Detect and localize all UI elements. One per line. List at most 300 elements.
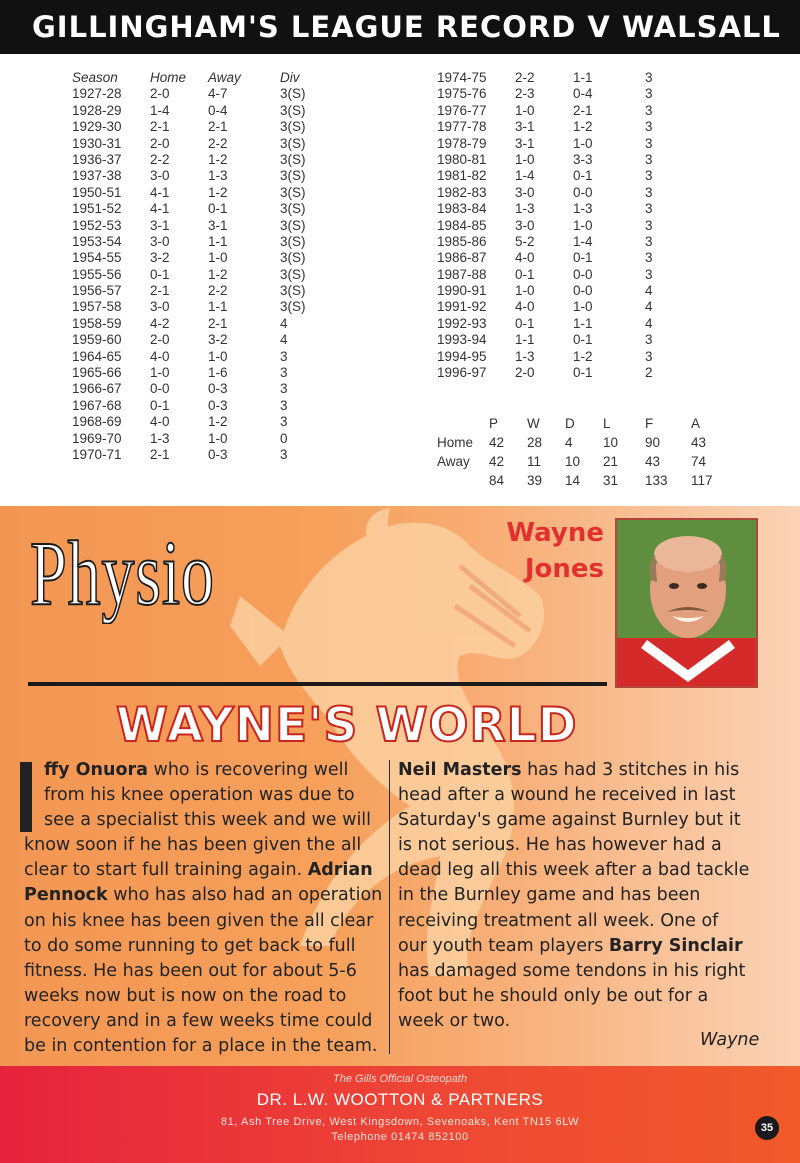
table-cell: 3(S) xyxy=(280,233,306,249)
table-cell: 1977-78 xyxy=(437,119,487,135)
table-cell: 1964-65 xyxy=(72,348,122,364)
text-line: head after a wound he received in last xyxy=(398,785,736,806)
table-cell: 1969-70 xyxy=(72,430,122,446)
table-cell: 0-4 xyxy=(208,102,228,118)
table-row xyxy=(72,152,320,168)
text-line: on his knee has been given the all clear xyxy=(24,910,374,931)
table-cell: 1-0 xyxy=(573,299,593,315)
table-cell: 1959-60 xyxy=(72,332,122,348)
table-row xyxy=(437,70,685,86)
summary-row xyxy=(437,471,731,490)
column-header-away: Away xyxy=(208,70,241,85)
table-cell: 0-0 xyxy=(573,184,593,200)
table-cell: 3 xyxy=(645,86,653,102)
summary-cell: A xyxy=(691,416,701,431)
table-cell: 2-1 xyxy=(150,446,170,462)
table-cell: 3-0 xyxy=(515,217,535,233)
table-row xyxy=(437,250,685,266)
table-row xyxy=(437,299,685,315)
text-line: Saturday's game against Burnley but it xyxy=(398,810,741,831)
article-title: WAYNE'S WORLD xyxy=(116,698,578,753)
table-cell: 4 xyxy=(645,299,653,315)
table-row xyxy=(437,185,685,201)
text-line: see a specialist this week and we will xyxy=(44,810,372,831)
table-cell: 0-1 xyxy=(573,168,593,184)
summary-cell: 39 xyxy=(527,473,543,488)
table-cell: 1-1 xyxy=(573,70,593,85)
summary-cell: 4 xyxy=(565,435,573,450)
table-cell: 3-1 xyxy=(208,217,228,233)
table-cell: 0-1 xyxy=(573,332,593,348)
table-cell: 1927-28 xyxy=(72,86,122,102)
section-heading: Physio xyxy=(30,522,215,624)
table-cell: 1952-53 xyxy=(72,217,122,233)
table-cell: 1-0 xyxy=(208,430,228,446)
table-cell: 1-0 xyxy=(515,102,535,118)
text-span: clear to start full training again. xyxy=(24,860,308,881)
table-cell: 2-0 xyxy=(150,86,170,102)
table-cell: 1-2 xyxy=(208,414,228,430)
table-cell: 4-7 xyxy=(208,86,228,102)
table-row xyxy=(437,103,685,119)
table-cell: 3 xyxy=(645,102,653,118)
table-cell: 1-2 xyxy=(208,184,228,200)
table-cell: 3(S) xyxy=(280,184,306,200)
table-cell: 0-1 xyxy=(573,250,593,266)
table-cell: 3-0 xyxy=(515,184,535,200)
table-cell: 3(S) xyxy=(280,283,306,299)
summary-cell: Home xyxy=(437,435,474,450)
table-cell: 0-1 xyxy=(150,397,170,413)
summary-cell: 42 xyxy=(489,454,505,469)
table-cell: 2-3 xyxy=(515,86,535,102)
text-line xyxy=(24,883,384,908)
text-line: in the Burnley game and has been xyxy=(398,885,701,906)
table-row xyxy=(72,365,320,381)
table-cell: 1-4 xyxy=(150,102,170,118)
table-cell: 3 xyxy=(280,381,288,397)
table-cell: 2-2 xyxy=(208,135,228,151)
text-line xyxy=(24,758,384,783)
summary-cell xyxy=(437,471,489,490)
table-row xyxy=(437,119,685,135)
table-cell: 0-1 xyxy=(573,365,593,381)
table-cell: 2-1 xyxy=(150,283,170,299)
table-row xyxy=(72,267,320,283)
author-first-name: Wayne xyxy=(506,518,604,548)
table-cell: 1990-91 xyxy=(437,283,487,299)
table-cell: 1954-55 xyxy=(72,250,122,266)
table-cell: 4-0 xyxy=(515,250,535,266)
table-cell: 1984-85 xyxy=(437,217,487,233)
table-cell: 3-0 xyxy=(150,299,170,315)
table-cell: 3 xyxy=(645,201,653,217)
text-span: has had 3 stitches in his xyxy=(521,760,740,780)
table-cell: 0-1 xyxy=(515,266,535,282)
table-cell: 0-1 xyxy=(150,266,170,282)
table-cell: 0-3 xyxy=(208,446,228,462)
sponsor-company: DR. L.W. WOOTTON & PARTNERS xyxy=(256,1090,544,1109)
table-row xyxy=(72,431,320,447)
table-cell: 2-2 xyxy=(515,70,535,85)
table-cell: 2-1 xyxy=(208,315,228,331)
table-row xyxy=(437,267,685,283)
table-cell: 3-0 xyxy=(150,168,170,184)
column-divider xyxy=(389,760,390,1054)
summary-cell xyxy=(437,414,489,433)
author-last-name: Jones xyxy=(524,554,604,584)
table-cell: 1-0 xyxy=(150,365,170,381)
sponsor-footer xyxy=(0,1066,800,1163)
summary-cell: 28 xyxy=(527,435,543,450)
page-number: 35 xyxy=(755,1116,779,1140)
author-photo xyxy=(615,518,758,688)
table-cell: 3-2 xyxy=(208,332,228,348)
table-row xyxy=(437,332,685,348)
table-cell: 0-0 xyxy=(150,381,170,397)
table-cell: 1-2 xyxy=(208,266,228,282)
table-cell: 1937-38 xyxy=(72,168,122,184)
divider xyxy=(28,682,607,686)
text-line xyxy=(398,758,770,783)
table-cell: 3(S) xyxy=(280,102,306,118)
table-cell: 1978-79 xyxy=(437,135,487,151)
table-cell: 1996-97 xyxy=(437,365,487,381)
table-cell: 3 xyxy=(645,168,653,184)
sponsor-tagline: The Gills Official Osteopath xyxy=(333,1073,467,1085)
text-line: be in contention for a place in the team. xyxy=(24,1036,378,1057)
table-cell: 2-2 xyxy=(150,151,170,167)
table-cell: 0 xyxy=(280,430,288,446)
table-row xyxy=(72,332,320,348)
table-cell: 3-0 xyxy=(150,233,170,249)
text-span: who has also had an operation xyxy=(107,885,383,906)
summary-cell: 31 xyxy=(603,473,619,488)
text-line: recovery and in a few weeks time could xyxy=(24,1010,373,1031)
table-cell: 1-1 xyxy=(208,233,228,249)
table-row xyxy=(72,250,320,266)
table-cell: 1936-37 xyxy=(72,151,122,167)
text-line: dead leg all this week after a bad tackle xyxy=(398,860,750,881)
table-row xyxy=(437,234,685,250)
text-line: to do some running to get back to full xyxy=(24,935,356,956)
table-cell: 3 xyxy=(645,70,653,85)
table-cell: 4 xyxy=(645,315,653,331)
table-cell: 3 xyxy=(645,250,653,266)
record-summary-table xyxy=(437,414,731,490)
summary-cell: 43 xyxy=(645,454,661,469)
table-cell: 1991-92 xyxy=(437,299,487,315)
table-cell: 1-2 xyxy=(573,348,593,364)
sponsor-address: 81, Ash Tree Drive, West Kingsdown, Sevenoaks, Kent TN15 6LW xyxy=(220,1116,580,1128)
summary-cell: 43 xyxy=(691,435,707,450)
table-cell: 1-1 xyxy=(208,299,228,315)
table-cell: 3 xyxy=(645,135,653,151)
table-cell: 3-1 xyxy=(515,119,535,135)
table-cell: 1976-77 xyxy=(437,102,487,118)
table-cell: 0-1 xyxy=(515,315,535,331)
summary-cell: 74 xyxy=(691,454,707,469)
table-row xyxy=(72,201,320,217)
table-cell: 1994-95 xyxy=(437,348,487,364)
table-row xyxy=(437,201,685,217)
table-cell: 2-0 xyxy=(150,332,170,348)
table-cell: 4 xyxy=(645,283,653,299)
summary-cell: 42 xyxy=(489,435,505,450)
table-cell: 1-0 xyxy=(573,217,593,233)
table-row xyxy=(437,349,685,365)
summary-cell: F xyxy=(645,416,654,431)
summary-header xyxy=(437,414,731,433)
summary-cell: Away xyxy=(437,454,470,469)
table-cell: 1-3 xyxy=(573,201,593,217)
table-row xyxy=(437,218,685,234)
table-cell: 1966-67 xyxy=(72,381,122,397)
table-row xyxy=(437,365,685,381)
physio-section xyxy=(0,506,800,1066)
table-cell: 1956-57 xyxy=(72,283,122,299)
table-row xyxy=(72,349,320,365)
table-cell: 4-0 xyxy=(150,414,170,430)
table-cell: 3(S) xyxy=(280,86,306,102)
table-cell: 0-1 xyxy=(208,201,228,217)
player-name: Neil Masters xyxy=(398,760,522,780)
table-cell: 1-4 xyxy=(515,168,535,184)
table-cell: 1975-76 xyxy=(437,86,487,102)
table-cell: 1930-31 xyxy=(72,135,122,151)
table-cell: 2 xyxy=(645,365,653,381)
table-cell: 3 xyxy=(645,348,653,364)
table-cell: 3(S) xyxy=(280,299,306,315)
table-cell: 1-0 xyxy=(208,250,228,266)
summary-cell: P xyxy=(489,416,499,431)
table-cell: 0-4 xyxy=(573,86,593,102)
table-cell: 1970-71 xyxy=(72,446,122,462)
table-cell: 4-2 xyxy=(150,315,170,331)
table-cell: 3 xyxy=(645,151,653,167)
table-cell: 1-0 xyxy=(515,151,535,167)
table-cell: 3(S) xyxy=(280,151,306,167)
table-row xyxy=(72,299,320,315)
table-cell: 1965-66 xyxy=(72,365,122,381)
table-row xyxy=(72,381,320,397)
table-row xyxy=(437,136,685,152)
table-cell: 3-2 xyxy=(150,250,170,266)
table-cell: 1-1 xyxy=(573,315,593,331)
summary-cell: L xyxy=(603,416,611,431)
summary-cell: 90 xyxy=(645,435,661,450)
table-cell: 3 xyxy=(280,446,288,462)
article-column-left xyxy=(24,758,384,1059)
table-cell: 3(S) xyxy=(280,168,306,184)
text-line: from his knee operation was due to xyxy=(44,785,355,806)
table-cell: 2-2 xyxy=(208,283,228,299)
table-row xyxy=(72,234,320,250)
table-cell: 1-2 xyxy=(573,119,593,135)
column-header-season: Season xyxy=(72,70,118,85)
text-line: has damaged some tendons in his right xyxy=(398,960,746,981)
table-cell: 1-0 xyxy=(515,283,535,299)
text-line: know soon if he has been given the all xyxy=(24,835,362,856)
table-cell: 4-1 xyxy=(150,201,170,217)
summary-cell: 117 xyxy=(691,473,713,488)
table-row xyxy=(437,152,685,168)
summary-cell: W xyxy=(527,416,540,431)
table-cell: 1950-51 xyxy=(72,184,122,200)
table-cell: 2-1 xyxy=(150,119,170,135)
table-cell: 3 xyxy=(645,233,653,249)
text-span: our youth team players xyxy=(398,935,609,956)
table-cell: 1953-54 xyxy=(72,233,122,249)
text-line xyxy=(398,934,770,959)
table-row xyxy=(72,119,320,135)
table-row xyxy=(72,136,320,152)
table-row xyxy=(437,168,685,184)
text-line: receiving treatment all week. One of xyxy=(398,910,719,931)
table-cell: 1-4 xyxy=(573,233,593,249)
table-cell: 3-1 xyxy=(515,135,535,151)
summary-row xyxy=(437,433,731,452)
table-header xyxy=(72,70,320,86)
player-name: Pennock xyxy=(24,885,108,906)
table-row xyxy=(72,316,320,332)
table-cell: 2-0 xyxy=(515,365,535,381)
table-cell: 3 xyxy=(280,348,288,364)
table-cell: 1951-52 xyxy=(72,201,122,217)
table-cell: 3-1 xyxy=(150,217,170,233)
table-cell: 2-1 xyxy=(208,119,228,135)
table-row xyxy=(72,86,320,102)
table-cell: 3 xyxy=(280,414,288,430)
table-cell: 5-2 xyxy=(515,233,535,249)
table-cell: 1-3 xyxy=(515,348,535,364)
player-name: ffy Onuora xyxy=(44,760,148,780)
table-row xyxy=(437,86,685,102)
sponsor-telephone: Telephone 01474 852100 xyxy=(331,1131,469,1143)
table-cell: 1-1 xyxy=(515,332,535,348)
article-column-right xyxy=(398,758,770,1034)
table-cell: 4 xyxy=(280,315,288,331)
table-cell: 3 xyxy=(645,184,653,200)
table-cell: 1-3 xyxy=(150,430,170,446)
table-cell: 0-0 xyxy=(573,283,593,299)
table-cell: 1992-93 xyxy=(437,315,487,331)
table-cell: 3(S) xyxy=(280,119,306,135)
table-cell: 0-0 xyxy=(573,266,593,282)
table-cell: 1967-68 xyxy=(72,397,122,413)
league-record-table-left xyxy=(72,70,320,463)
table-cell: 3-3 xyxy=(573,151,593,167)
table-cell: 4-1 xyxy=(150,184,170,200)
text-line: week or two. xyxy=(398,1010,511,1031)
table-cell: 3(S) xyxy=(280,217,306,233)
table-cell: 3 xyxy=(645,119,653,135)
table-cell: 1980-81 xyxy=(437,151,487,167)
table-cell: 2-0 xyxy=(150,135,170,151)
table-cell: 3 xyxy=(280,397,288,413)
table-cell: 1-3 xyxy=(208,168,228,184)
table-cell: 3 xyxy=(280,365,288,381)
table-cell: 1957-58 xyxy=(72,299,122,315)
summary-row xyxy=(437,452,731,471)
table-row xyxy=(72,218,320,234)
table-cell: 3 xyxy=(645,266,653,282)
table-cell: 1982-83 xyxy=(437,184,487,200)
text-line xyxy=(24,858,384,883)
table-cell: 1968-69 xyxy=(72,414,122,430)
page-title: GILLINGHAM'S LEAGUE RECORD V WALSALL xyxy=(32,10,781,44)
table-row xyxy=(72,283,320,299)
table-cell: 1-2 xyxy=(208,151,228,167)
table-cell: 1981-82 xyxy=(437,168,487,184)
summary-cell: 10 xyxy=(603,435,619,450)
table-cell: 1986-87 xyxy=(437,250,487,266)
table-row xyxy=(72,185,320,201)
table-cell: 2-1 xyxy=(573,102,593,118)
summary-cell: D xyxy=(565,416,575,431)
table-row xyxy=(72,414,320,430)
table-cell: 4-0 xyxy=(150,348,170,364)
table-row xyxy=(437,316,685,332)
table-row xyxy=(437,283,685,299)
header-bar xyxy=(0,0,800,54)
table-cell: 4-0 xyxy=(515,299,535,315)
summary-cell: 14 xyxy=(565,473,581,488)
table-cell: 1-3 xyxy=(515,201,535,217)
table-cell: 1983-84 xyxy=(437,201,487,217)
text-line: is not serious. He has however had a xyxy=(398,835,722,856)
table-cell: 1-0 xyxy=(208,348,228,364)
table-cell: 1985-86 xyxy=(437,233,487,249)
table-cell: 1987-88 xyxy=(437,266,487,282)
table-row xyxy=(72,103,320,119)
player-name: Barry Sinclair xyxy=(608,935,743,956)
table-cell: 1929-30 xyxy=(72,119,122,135)
table-cell: 1958-59 xyxy=(72,315,122,331)
table-cell: 0-3 xyxy=(208,397,228,413)
league-record-table-right xyxy=(437,70,685,381)
table-cell: 3(S) xyxy=(280,266,306,282)
summary-cell: 84 xyxy=(489,473,505,488)
table-cell: 3 xyxy=(645,217,653,233)
table-row xyxy=(72,447,320,463)
table-cell: 3(S) xyxy=(280,250,306,266)
table-cell: 1-0 xyxy=(573,135,593,151)
summary-cell: 11 xyxy=(527,454,542,469)
table-row xyxy=(72,168,320,184)
table-cell: 3(S) xyxy=(280,201,306,217)
table-cell: 4 xyxy=(280,332,288,348)
summary-cell: 133 xyxy=(645,473,668,488)
text-span: who is recovering well xyxy=(147,760,349,780)
text-line: fitness. He has been out for about 5-6 xyxy=(24,960,357,981)
table-cell: 1993-94 xyxy=(437,332,487,348)
text-line: foot but he should only be out for a xyxy=(398,985,709,1006)
signoff: Wayne xyxy=(700,1030,760,1050)
summary-cell: 21 xyxy=(603,454,619,469)
table-cell: 0-3 xyxy=(208,381,228,397)
table-cell: 1955-56 xyxy=(72,266,122,282)
table-cell: 1928-29 xyxy=(72,102,122,118)
table-cell: 3 xyxy=(645,332,653,348)
table-cell: 3(S) xyxy=(280,135,306,151)
table-cell: 1974-75 xyxy=(437,70,487,85)
summary-cell: 10 xyxy=(565,454,581,469)
column-header-home: Home xyxy=(150,70,187,85)
text-line: weeks now but is now on the road to xyxy=(24,985,347,1006)
column-header-div: Div xyxy=(280,70,300,85)
table-cell: 1-6 xyxy=(208,365,228,381)
